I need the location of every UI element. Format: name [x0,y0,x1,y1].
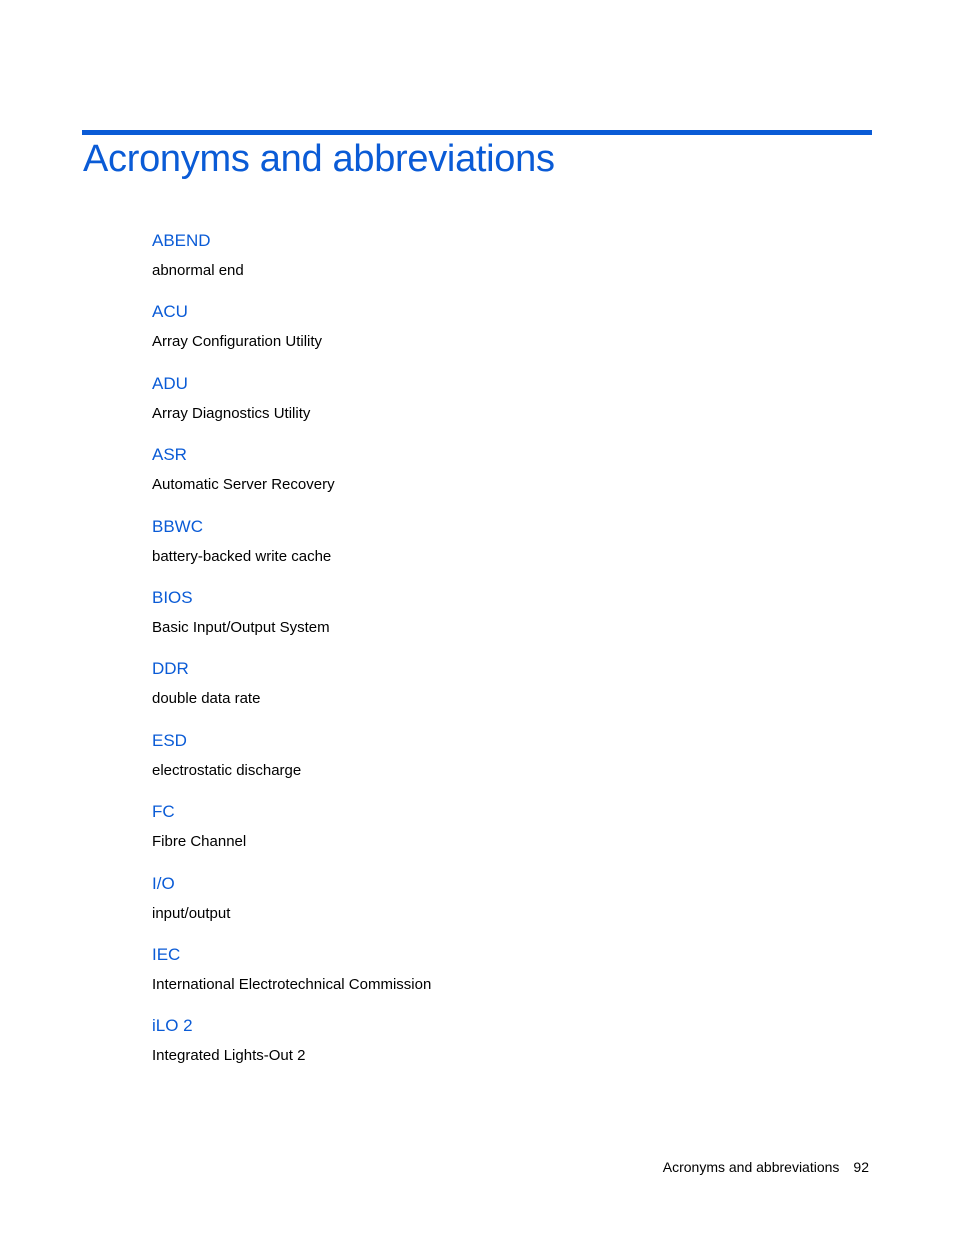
acronym-definition: Automatic Server Recovery [152,476,335,494]
acronym-term[interactable]: ACU [152,302,188,322]
acronym-definition: double data rate [152,690,261,708]
acronym-entry [152,231,852,302]
footer-section-title: Acronyms and abbreviations [662,1159,840,1175]
acronym-term[interactable]: DDR [152,659,189,679]
acronym-definition: input/output [152,904,231,922]
acronym-entry [152,874,852,945]
acronym-term[interactable]: ESD [152,730,187,750]
acronym-definition: International Electrotechnical Commission [152,975,432,993]
acronym-term[interactable]: BIOS [152,587,193,607]
page-footer [663,1159,869,1175]
acronym-definition: Basic Input/Output System [152,618,330,636]
page-number: 92 [853,1159,869,1175]
acronym-entry [152,731,852,802]
acronym-entry [152,588,852,659]
acronym-entry [152,374,852,445]
page-title: Acronyms and abbreviations [83,138,555,180]
acronym-term[interactable]: ABEND [152,231,211,250]
title-rule [82,130,872,135]
acronym-term[interactable]: IEC [152,944,181,964]
acronym-term[interactable]: I/O [152,873,175,893]
acronym-term[interactable]: FC [152,802,175,822]
acronym-entry [152,802,852,873]
acronym-definition: abnormal end [152,262,244,279]
acronym-entry [152,945,852,1016]
acronym-definition: Array Configuration Utility [152,333,323,351]
acronym-entry [152,302,852,373]
acronym-definition: Array Diagnostics Utility [152,404,311,422]
acronym-term[interactable]: ADU [152,373,188,393]
acronym-entry [152,445,852,516]
acronym-definition: electrostatic discharge [152,761,302,779]
acronym-term[interactable]: BBWC [152,516,203,536]
acronym-term[interactable]: iLO 2 [152,1016,193,1036]
acronym-entry [152,1016,852,1087]
acronym-definition: Fibre Channel [152,833,247,851]
acronym-definition: Integrated Lights-Out 2 [152,1047,306,1065]
acronym-term[interactable]: ASR [152,445,187,465]
acronym-entry [152,659,852,730]
acronym-list [152,231,852,1088]
acronym-definition: battery-backed write cache [152,547,332,565]
acronym-entry [152,517,852,588]
